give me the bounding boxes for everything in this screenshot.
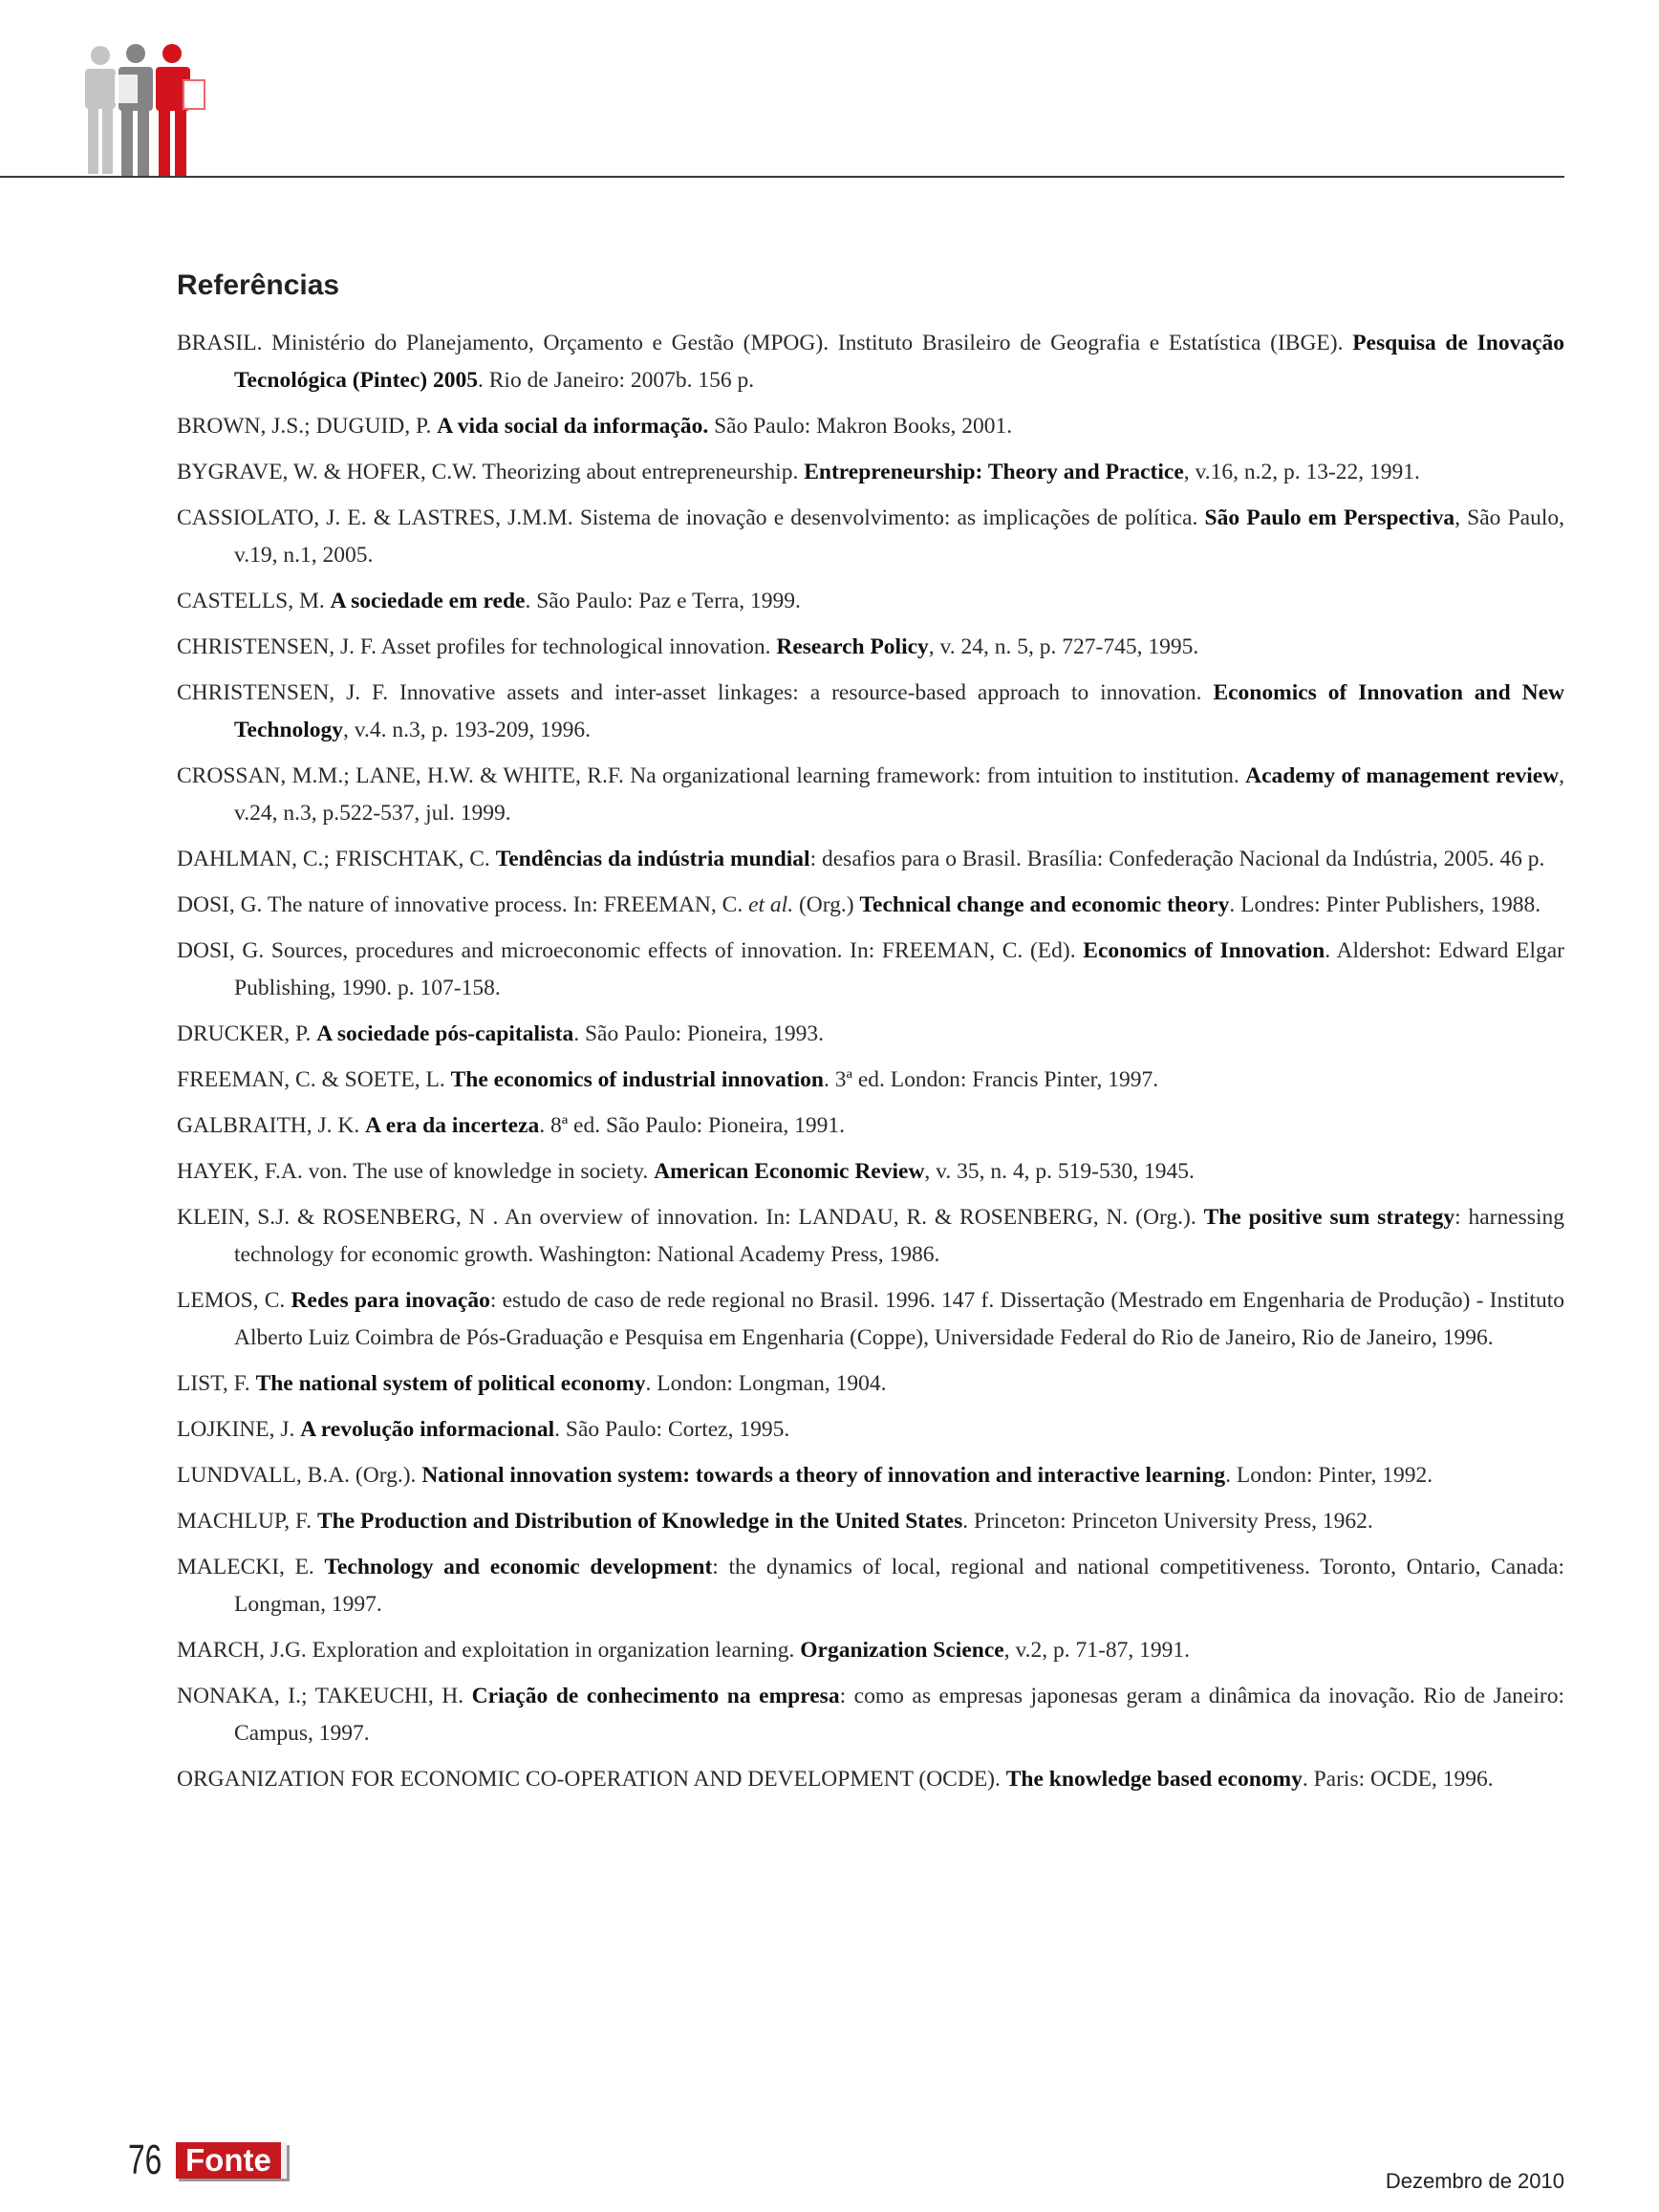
reference-title: The positive sum strategy [1203, 1205, 1455, 1230]
reference-item [177, 1411, 1564, 1449]
reference-item [177, 1632, 1564, 1669]
page-number: 76 [128, 2137, 162, 2183]
reference-item [177, 583, 1564, 620]
reference-text: CASTELLS, M. [177, 589, 331, 613]
reference-text: , v.4. n.3, p. 193-209, 1996. [343, 718, 591, 742]
reference-item [177, 1199, 1564, 1274]
reference-text: . Aldershot: Edward Elgar Publishing, 1990. p. 107-158. [234, 938, 1564, 1000]
reference-text: MALECKI, E. [177, 1555, 325, 1579]
reference-text: CASSIOLATO, J. E. & LASTRES, J.M.M. Sistema de inovação e desenvolvimento: as implicações de política. [177, 505, 1205, 530]
reference-title: Redes para inovação [291, 1288, 490, 1313]
reference-title: São Paulo em Perspectiva [1204, 505, 1455, 530]
reference-title: Tendências da indústria mundial [495, 847, 810, 871]
reference-item [177, 933, 1564, 1007]
reference-text: CROSSAN, M.M.; LANE, H.W. & WHITE, R.F. Na organizational learning framework: from intuition to institution. [177, 763, 1246, 788]
reference-item [177, 841, 1564, 878]
section-title: Referências [177, 269, 340, 301]
reference-text: . São Paulo: Paz e Terra, 1999. [525, 589, 801, 613]
reference-title: Economics of Innovation and New Technology [234, 680, 1564, 742]
footer-page-block [128, 2137, 287, 2184]
reference-text: LIST, F. [177, 1371, 256, 1396]
reference-title: Academy of management review [1245, 763, 1560, 788]
reference-item [177, 1549, 1564, 1623]
reference-title: Criação de conhecimento na empresa [471, 1684, 840, 1708]
reference-title: A revolução informacional [300, 1417, 555, 1442]
reference-item [177, 325, 1564, 399]
reference-text: : desafios para o Brasil. Brasília: Confederação Nacional da Indústria, 2005. 46 p. [809, 847, 1545, 871]
reference-text: : estudo de caso de rede regional no Brasil. 1996. 147 f. Dissertação (Mestrado em Engenharia de Produção) - Instituto Alberto Luiz Coimbra de Pós-Graduação e Pesquisa em Engenharia (Coppe), Universidade Federal do Rio de Janeiro, Rio de Janeiro, 1996. [234, 1288, 1564, 1350]
reference-text: FREEMAN, C. & SOETE, L. [177, 1067, 451, 1092]
reference-text: , v. 24, n. 5, p. 727-745, 1995. [928, 634, 1199, 659]
reference-text: DRUCKER, P. [177, 1021, 317, 1046]
reference-text: . Princeton: Princeton University Press, 1962. [962, 1509, 1373, 1534]
reference-item [177, 1107, 1564, 1145]
reference-text: , São Paulo, v.19, n.1, 2005. [234, 505, 1564, 568]
reference-title: A era da incerteza [365, 1113, 540, 1138]
reference-text: LUNDVALL, B.A. (Org.). [177, 1463, 422, 1488]
reference-title: American Economic Review [654, 1159, 925, 1184]
reference-text: , v.24, n.3, p.522-537, jul. 1999. [234, 763, 1564, 826]
reference-title: The economics of industrial innovation [450, 1067, 824, 1092]
reference-text: DAHLMAN, C.; FRISCHTAK, C. [177, 847, 496, 871]
reference-text: . Londres: Pinter Publishers, 1988. [1229, 892, 1541, 917]
reference-title: The national system of political economy [255, 1371, 646, 1396]
reference-title: The Production and Distribution of Knowledge in the United States [317, 1509, 963, 1534]
reference-text: (Org.) [793, 892, 860, 917]
reference-text: : como as empresas japonesas geram a dinâmica da inovação. Rio de Janeiro: Campus, 1997. [234, 1684, 1564, 1746]
reference-text: MACHLUP, F. [177, 1509, 317, 1534]
reference-title: A sociedade em rede [330, 589, 526, 613]
reference-text: . 3ª ed. London: Francis Pinter, 1997. [824, 1067, 1159, 1092]
reference-text: . London: Longman, 1904. [645, 1371, 887, 1396]
reference-text: GALBRAITH, J. K. [177, 1113, 366, 1138]
reference-text: . 8ª ed. São Paulo: Pioneira, 1991. [539, 1113, 845, 1138]
reference-item [177, 1016, 1564, 1053]
reference-text: . London: Pinter, 1992. [1225, 1463, 1433, 1488]
reference-title: A vida social da informação. [437, 414, 709, 439]
reference-item [177, 1678, 1564, 1752]
reference-text: CHRISTENSEN, J. F. Asset profiles for technological innovation. [177, 634, 777, 659]
reference-title: The knowledge based economy [1005, 1767, 1303, 1792]
reference-text: MARCH, J.G. Exploration and exploitation in organization learning. [177, 1638, 801, 1663]
reference-item [177, 1457, 1564, 1494]
reference-text: : the dynamics of local, regional and national competitiveness. Toronto, Ontario, Canada: Longman, 1997. [234, 1555, 1564, 1617]
reference-text: BRASIL. Ministério do Planejamento, Orçamento e Gestão (MPOG). Instituto Brasileiro de Geografia e Estatística (IBGE). [177, 331, 1353, 355]
reference-item [177, 408, 1564, 445]
footer-date: Dezembro de 2010 [1385, 2169, 1564, 2193]
brand-logo: Fonte [176, 2142, 287, 2179]
reference-text: KLEIN, S.J. & ROSENBERG, N . An overview of innovation. In: LANDAU, R. & ROSENBERG, N. (Org.). [177, 1205, 1204, 1230]
reference-title: Pesquisa de Inovação Tecnológica (Pintec) 2005 [234, 331, 1564, 393]
reference-item [177, 1365, 1564, 1403]
reference-text: LEMOS, C. [177, 1288, 291, 1313]
reference-item [177, 887, 1564, 924]
reference-title: Entrepreneurship: Theory and Practice [804, 460, 1184, 484]
reference-title: A sociedade pós-capitalista [316, 1021, 574, 1046]
reference-text: BYGRAVE, W. & HOFER, C.W. Theorizing about entrepreneurship. [177, 460, 805, 484]
reference-text: , v.2, p. 71-87, 1991. [1003, 1638, 1190, 1663]
reference-text: , v.16, n.2, p. 13-22, 1991. [1183, 460, 1420, 484]
reference-text: DOSI, G. The nature of innovative process. In: FREEMAN, C. [177, 892, 749, 917]
reference-list [177, 325, 1564, 1807]
reference-item [177, 758, 1564, 832]
reference-text: DOSI, G. Sources, procedures and microeconomic effects of innovation. In: FREEMAN, C. (Ed). [177, 938, 1084, 963]
reference-title: Economics of Innovation [1083, 938, 1325, 963]
reference-text: CHRISTENSEN, J. F. Innovative assets and inter-asset linkages: a resource-based approach to innovation. [177, 680, 1214, 705]
reference-text: . Rio de Janeiro: 2007b. 156 p. [477, 368, 755, 393]
reference-title: Organization Science [800, 1638, 1004, 1663]
header-rule [0, 176, 1564, 178]
reference-title: Technology and economic development [324, 1555, 713, 1579]
reference-italic: et al. [748, 892, 794, 917]
reference-item [177, 1761, 1564, 1798]
reference-title: Research Policy [776, 634, 929, 659]
reference-item [177, 454, 1564, 491]
reference-item [177, 629, 1564, 666]
reference-item [177, 1503, 1564, 1540]
reference-item [177, 1153, 1564, 1191]
reference-text: NONAKA, I.; TAKEUCHI, H. [177, 1684, 472, 1708]
reference-text: . São Paulo: Pioneira, 1993. [573, 1021, 824, 1046]
reference-text: ORGANIZATION FOR ECONOMIC CO-OPERATION AND DEVELOPMENT (OCDE). [177, 1767, 1006, 1792]
reference-text: . São Paulo: Cortez, 1995. [554, 1417, 790, 1442]
people-figures-icon [76, 40, 220, 180]
reference-title: National innovation system: towards a theory of innovation and interactive learning [421, 1463, 1226, 1488]
reference-item [177, 675, 1564, 749]
reference-item [177, 500, 1564, 574]
reference-text: HAYEK, F.A. von. The use of knowledge in society. [177, 1159, 655, 1184]
reference-text: : harnessing technology for economic growth. Washington: National Academy Press, 1986. [234, 1205, 1564, 1267]
reference-item [177, 1282, 1564, 1357]
reference-text: . Paris: OCDE, 1996. [1302, 1767, 1494, 1792]
reference-text: São Paulo: Makron Books, 2001. [708, 414, 1013, 439]
reference-text: BROWN, J.S.; DUGUID, P. [177, 414, 438, 439]
reference-text: LOJKINE, J. [177, 1417, 301, 1442]
reference-title: Technical change and economic theory [859, 892, 1230, 917]
reference-text: , v. 35, n. 4, p. 519-530, 1945. [924, 1159, 1195, 1184]
reference-item [177, 1062, 1564, 1099]
